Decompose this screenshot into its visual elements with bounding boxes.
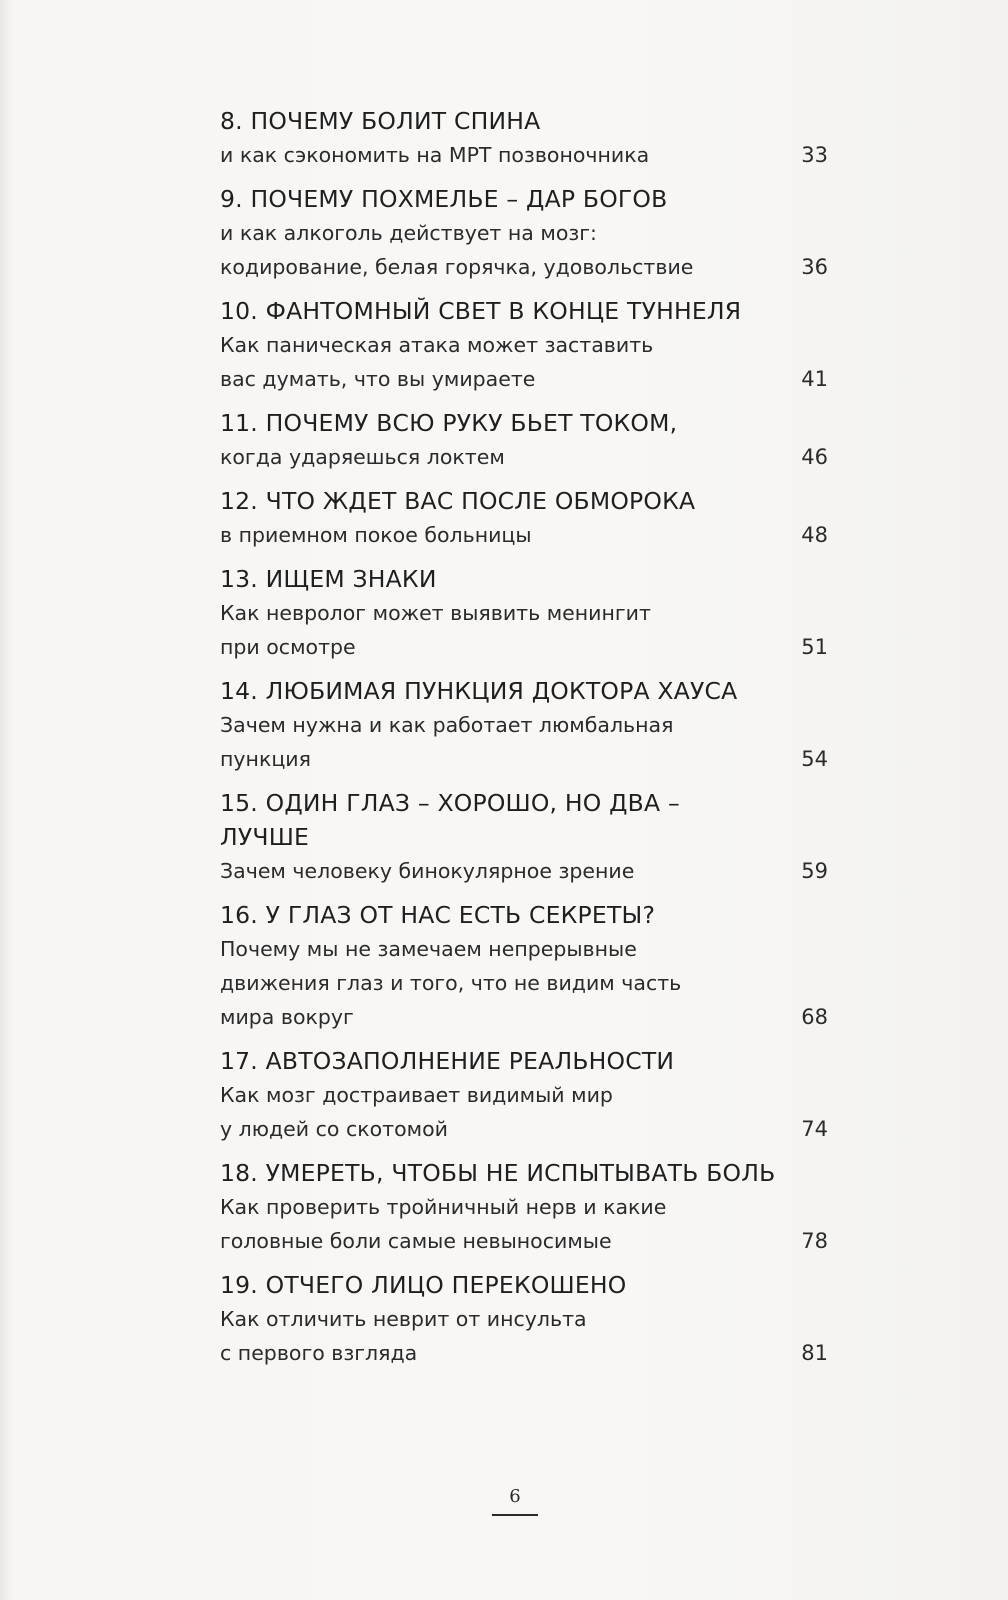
- chapter-title: 13. ИЩЕМ ЗНАКИ: [220, 565, 437, 593]
- chapter-title: 10. ФАНТОМНЫЙ СВЕТ В КОНЦЕ ТУННЕЛЯ: [220, 297, 742, 325]
- page-number-underline: [492, 1514, 538, 1516]
- table-of-contents: [220, 104, 840, 1380]
- chapter-page-number: 48: [801, 523, 828, 547]
- toc-entry: [220, 1268, 840, 1370]
- chapter-page-number: 81: [801, 1341, 828, 1365]
- chapter-subtitle: кодирование, белая горячка, удовольствие: [220, 255, 694, 279]
- chapter-page-number: 51: [801, 635, 828, 659]
- chapter-subtitle: Зачем нужна и как работает люмбальная: [220, 713, 674, 737]
- chapter-page-number: 36: [801, 255, 828, 279]
- chapter-title: ЛУЧШЕ: [220, 823, 310, 851]
- chapter-subtitle: у людей со скотомой: [220, 1117, 448, 1141]
- chapter-title: 14. ЛЮБИМАЯ ПУНКЦИЯ ДОКТОРА ХАУСА: [220, 677, 738, 705]
- toc-entry: [220, 1156, 840, 1258]
- chapter-subtitle: в приемном покое больницы: [220, 523, 532, 547]
- toc-entry: [220, 786, 840, 888]
- chapter-title: 11. ПОЧЕМУ ВСЮ РУКУ БЬЕТ ТОКОМ,: [220, 409, 678, 437]
- chapter-subtitle: мира вокруг: [220, 1005, 354, 1029]
- chapter-title: 16. У ГЛАЗ ОТ НАС ЕСТЬ СЕКРЕТЫ?: [220, 901, 656, 929]
- toc-entry: [220, 182, 840, 284]
- toc-entry: [220, 1044, 840, 1146]
- chapter-title: 15. ОДИН ГЛАЗ – ХОРОШО, НО ДВА –: [220, 789, 680, 817]
- chapter-subtitle: и как сэкономить на МРТ позвоночника: [220, 143, 650, 167]
- chapter-subtitle: пункция: [220, 747, 311, 771]
- toc-entry: [220, 562, 840, 664]
- chapter-page-number: 54: [801, 747, 828, 771]
- chapter-subtitle: вас думать, что вы умираете: [220, 367, 536, 391]
- chapter-subtitle: движения глаз и того, что не видим часть: [220, 971, 682, 995]
- chapter-subtitle: Как невролог может выявить менингит: [220, 601, 651, 625]
- toc-entry: [220, 104, 840, 172]
- chapter-page-number: 78: [801, 1229, 828, 1253]
- toc-entry: [220, 294, 840, 396]
- page-number: 6: [509, 1486, 521, 1507]
- chapter-page-number: 46: [801, 445, 828, 469]
- toc-entry: [220, 898, 840, 1034]
- chapter-title: 8. ПОЧЕМУ БОЛИТ СПИНА: [220, 107, 541, 135]
- chapter-title: 18. УМЕРЕТЬ, ЧТОБЫ НЕ ИСПЫТЫВАТЬ БОЛЬ: [220, 1159, 776, 1187]
- chapter-subtitle: когда ударяешься локтем: [220, 445, 505, 469]
- chapter-subtitle: при осмотре: [220, 635, 356, 659]
- chapter-subtitle: Как мозг достраивает видимый мир: [220, 1083, 613, 1107]
- chapter-page-number: 74: [801, 1117, 828, 1141]
- chapter-subtitle: с первого взгляда: [220, 1341, 418, 1365]
- toc-entry: [220, 484, 840, 552]
- toc-entry: [220, 406, 840, 474]
- chapter-subtitle: Почему мы не замечаем непрерывные: [220, 937, 637, 961]
- chapter-title: 19. ОТЧЕГО ЛИЦО ПЕРЕКОШЕНО: [220, 1271, 627, 1299]
- chapter-page-number: 68: [801, 1005, 828, 1029]
- chapter-subtitle: головные боли самые невыносимые: [220, 1229, 612, 1253]
- chapter-subtitle: и как алкоголь действует на мозг:: [220, 221, 597, 245]
- chapter-page-number: 33: [801, 143, 828, 167]
- toc-entry: [220, 674, 840, 776]
- chapter-subtitle: Зачем человеку бинокулярное зрение: [220, 859, 635, 883]
- chapter-title: 17. АВТОЗАПОЛНЕНИЕ РЕАЛЬНОСТИ: [220, 1047, 675, 1075]
- chapter-title: 9. ПОЧЕМУ ПОХМЕЛЬЕ – ДАР БОГОВ: [220, 185, 668, 213]
- chapter-subtitle: Как паническая атака может заставить: [220, 333, 654, 357]
- chapter-subtitle: Как отличить неврит от инсульта: [220, 1307, 587, 1331]
- chapter-page-number: 41: [801, 367, 828, 391]
- chapter-page-number: 59: [801, 859, 828, 883]
- chapter-subtitle: Как проверить тройничный нерв и какие: [220, 1195, 667, 1219]
- chapter-title: 12. ЧТО ЖДЕТ ВАС ПОСЛЕ ОБМОРОКА: [220, 487, 696, 515]
